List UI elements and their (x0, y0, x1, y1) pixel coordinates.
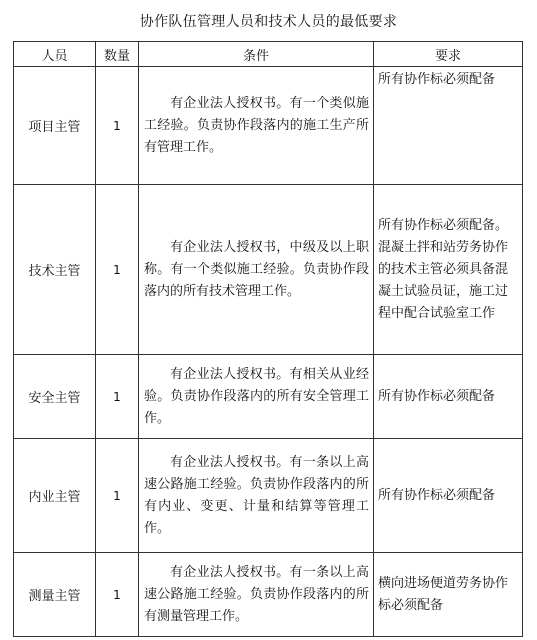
cell-condition: 有企业法人授权书，中级及以上职称。有一个类似施工经验。负责协作段落内的所有技术管理工作。 (139, 185, 374, 355)
cell-requirement: 横向进场便道劳务协作标必须配备 (374, 553, 523, 637)
header-condition: 条件 (139, 42, 374, 67)
table-row (14, 185, 523, 355)
cell-condition: 有企业法人授权书。有相关从业经验。负责协作段落内的所有安全管理工作。 (139, 355, 374, 439)
cell-qty: 1 (96, 553, 139, 637)
document-title: 协作队伍管理人员和技术人员的最低要求 (139, 14, 398, 30)
requirements-table (13, 41, 523, 637)
cell-qty: 1 (96, 67, 139, 185)
table-row (14, 355, 523, 439)
header-person: 人员 (14, 42, 96, 67)
cell-person: 安全主管 (14, 355, 96, 439)
header-qty: 数量 (96, 42, 139, 67)
cell-qty: 1 (96, 185, 139, 355)
cell-qty: 1 (96, 439, 139, 553)
cell-qty: 1 (96, 355, 139, 439)
cell-condition: 有企业法人授权书。有一个类似施工经验。负责协作段落内的施工生产所有管理工作。 (139, 67, 374, 185)
cell-requirement: 所有协作标必须配备 (374, 439, 523, 553)
cell-person: 内业主管 (14, 439, 96, 553)
cell-person: 项目主管 (14, 67, 96, 185)
cell-requirement: 所有协作标必须配备。混凝土拌和站劳务协作的技术主管必须具备混凝土试验员证，施工过程中配合试验室工作 (374, 185, 523, 355)
table-row (14, 553, 523, 637)
cell-condition: 有企业法人授权书。有一条以上高速公路施工经验。负责协作段落内的所有测量管理工作。 (139, 553, 374, 637)
cell-person: 测量主管 (14, 553, 96, 637)
cell-condition: 有企业法人授权书。有一条以上高速公路施工经验。负责协作段落内的所有内业、变更、计量和结算等管理工作。 (139, 439, 374, 553)
cell-requirement: 所有协作标必须配备 (374, 355, 523, 439)
header-requirement: 要求 (374, 42, 523, 67)
table-row (14, 67, 523, 185)
table-row (14, 439, 523, 553)
cell-requirement: 所有协作标必须配备 (374, 67, 523, 185)
cell-person: 技术主管 (14, 185, 96, 355)
table-header-row (14, 42, 523, 67)
